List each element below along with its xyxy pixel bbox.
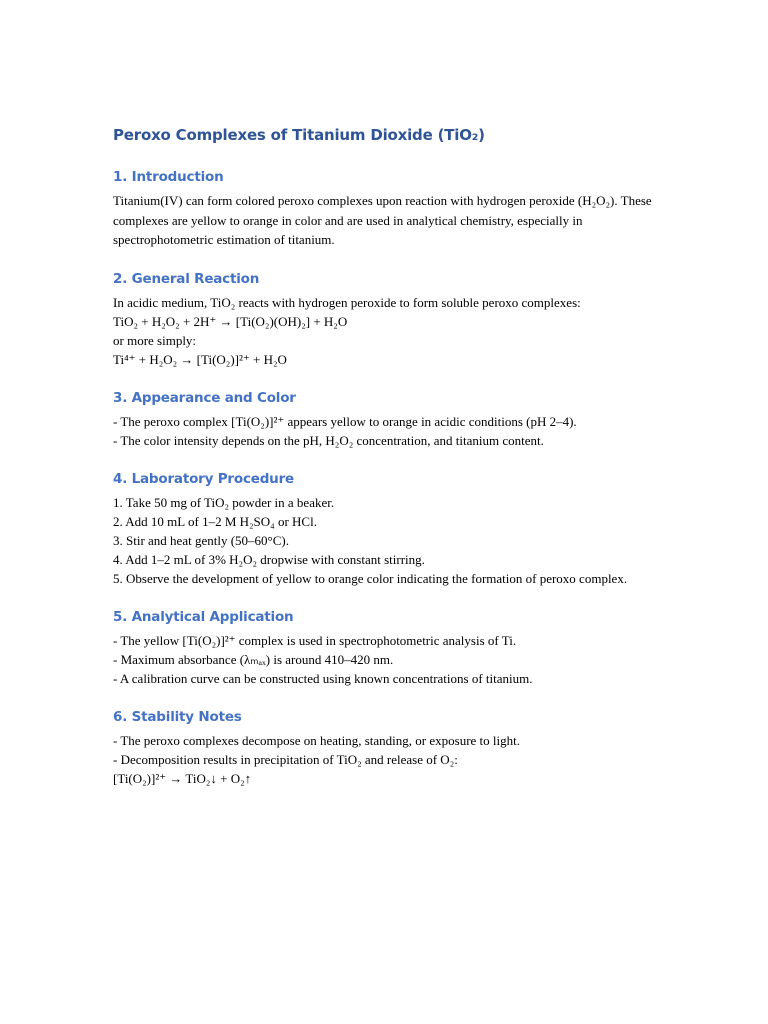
section-heading: 2. General Reaction <box>113 270 260 287</box>
procedure-step: 1. Take 50 mg of TiO₂ powder in a beaker. <box>113 494 335 510</box>
section-stability-notes <box>113 707 653 788</box>
bullet-line: - The peroxo complexes decompose on heating, standing, or exposure to light. <box>113 733 520 748</box>
section-heading: 4. Laboratory Procedure <box>113 470 294 487</box>
section-introduction <box>113 167 653 250</box>
section-appearance-color <box>113 388 653 450</box>
section-heading: 5. Analytical Application <box>113 609 294 625</box>
bullet-line: - The peroxo complex [Ti(O₂)]²⁺ appears yellow to orange in acidic conditions (pH 2–4). <box>113 413 577 429</box>
section-heading: 6. Stability Notes <box>113 709 242 725</box>
procedure-step: 3. Stir and heat gently (50–60°C). <box>113 532 289 548</box>
section-heading: 1. Introduction <box>113 169 224 185</box>
section-line: or more simply: <box>113 332 197 348</box>
procedure-step: 5. Observe the development of yellow to orange color indicating the formation of peroxo complex. <box>113 570 628 586</box>
reaction-equation: Ti⁴⁺ + H₂O₂ → [Ti(O₂)]²⁺ + H₂O <box>113 351 287 367</box>
reaction-equation: TiO₂ + H₂O₂ + 2H⁺ → [Ti(O₂)(OH)₂] + H₂O <box>113 313 348 329</box>
section-line: In acidic medium, TiO₂ reacts with hydrogen peroxide to form soluble peroxo complexes: <box>113 294 581 310</box>
bullet-line: - The color intensity depends on the pH, H₂O₂ concentration, and titanium content. <box>113 432 544 448</box>
section-paragraph: Titanium(IV) can form colored peroxo complexes upon reaction with hydrogen peroxide (H₂O₂). These complexes are yellow to orange in color and are used in analytical chemistry, especially in spectrophotometric estimation of titanium. <box>113 193 652 247</box>
document-content <box>113 124 653 807</box>
section-analytical-application <box>113 607 653 688</box>
procedure-step: 4. Add 1–2 mL of 3% H₂O₂ dropwise with constant stirring. <box>113 551 425 567</box>
section-laboratory-procedure <box>113 469 653 589</box>
reaction-equation: [Ti(O₂)]²⁺ → TiO₂↓ + O₂↑ <box>113 771 252 786</box>
document-title: Peroxo Complexes of Titanium Dioxide (TiO₂) <box>113 126 485 144</box>
procedure-step: 2. Add 10 mL of 1–2 M H₂SO₄ or HCl. <box>113 513 317 529</box>
bullet-line: - The yellow [Ti(O₂)]²⁺ complex is used in spectrophotometric analysis of Ti. <box>113 633 517 648</box>
section-general-reaction <box>113 269 653 369</box>
bullet-line: - Decomposition results in precipitation of TiO₂ and release of O₂: <box>113 752 458 767</box>
bullet-line: - A calibration curve can be constructed using known concentrations of titanium. <box>113 671 533 686</box>
section-heading: 3. Appearance and Color <box>113 389 296 406</box>
bullet-line: - Maximum absorbance (λₘₐₓ) is around 410–420 nm. <box>113 652 394 667</box>
